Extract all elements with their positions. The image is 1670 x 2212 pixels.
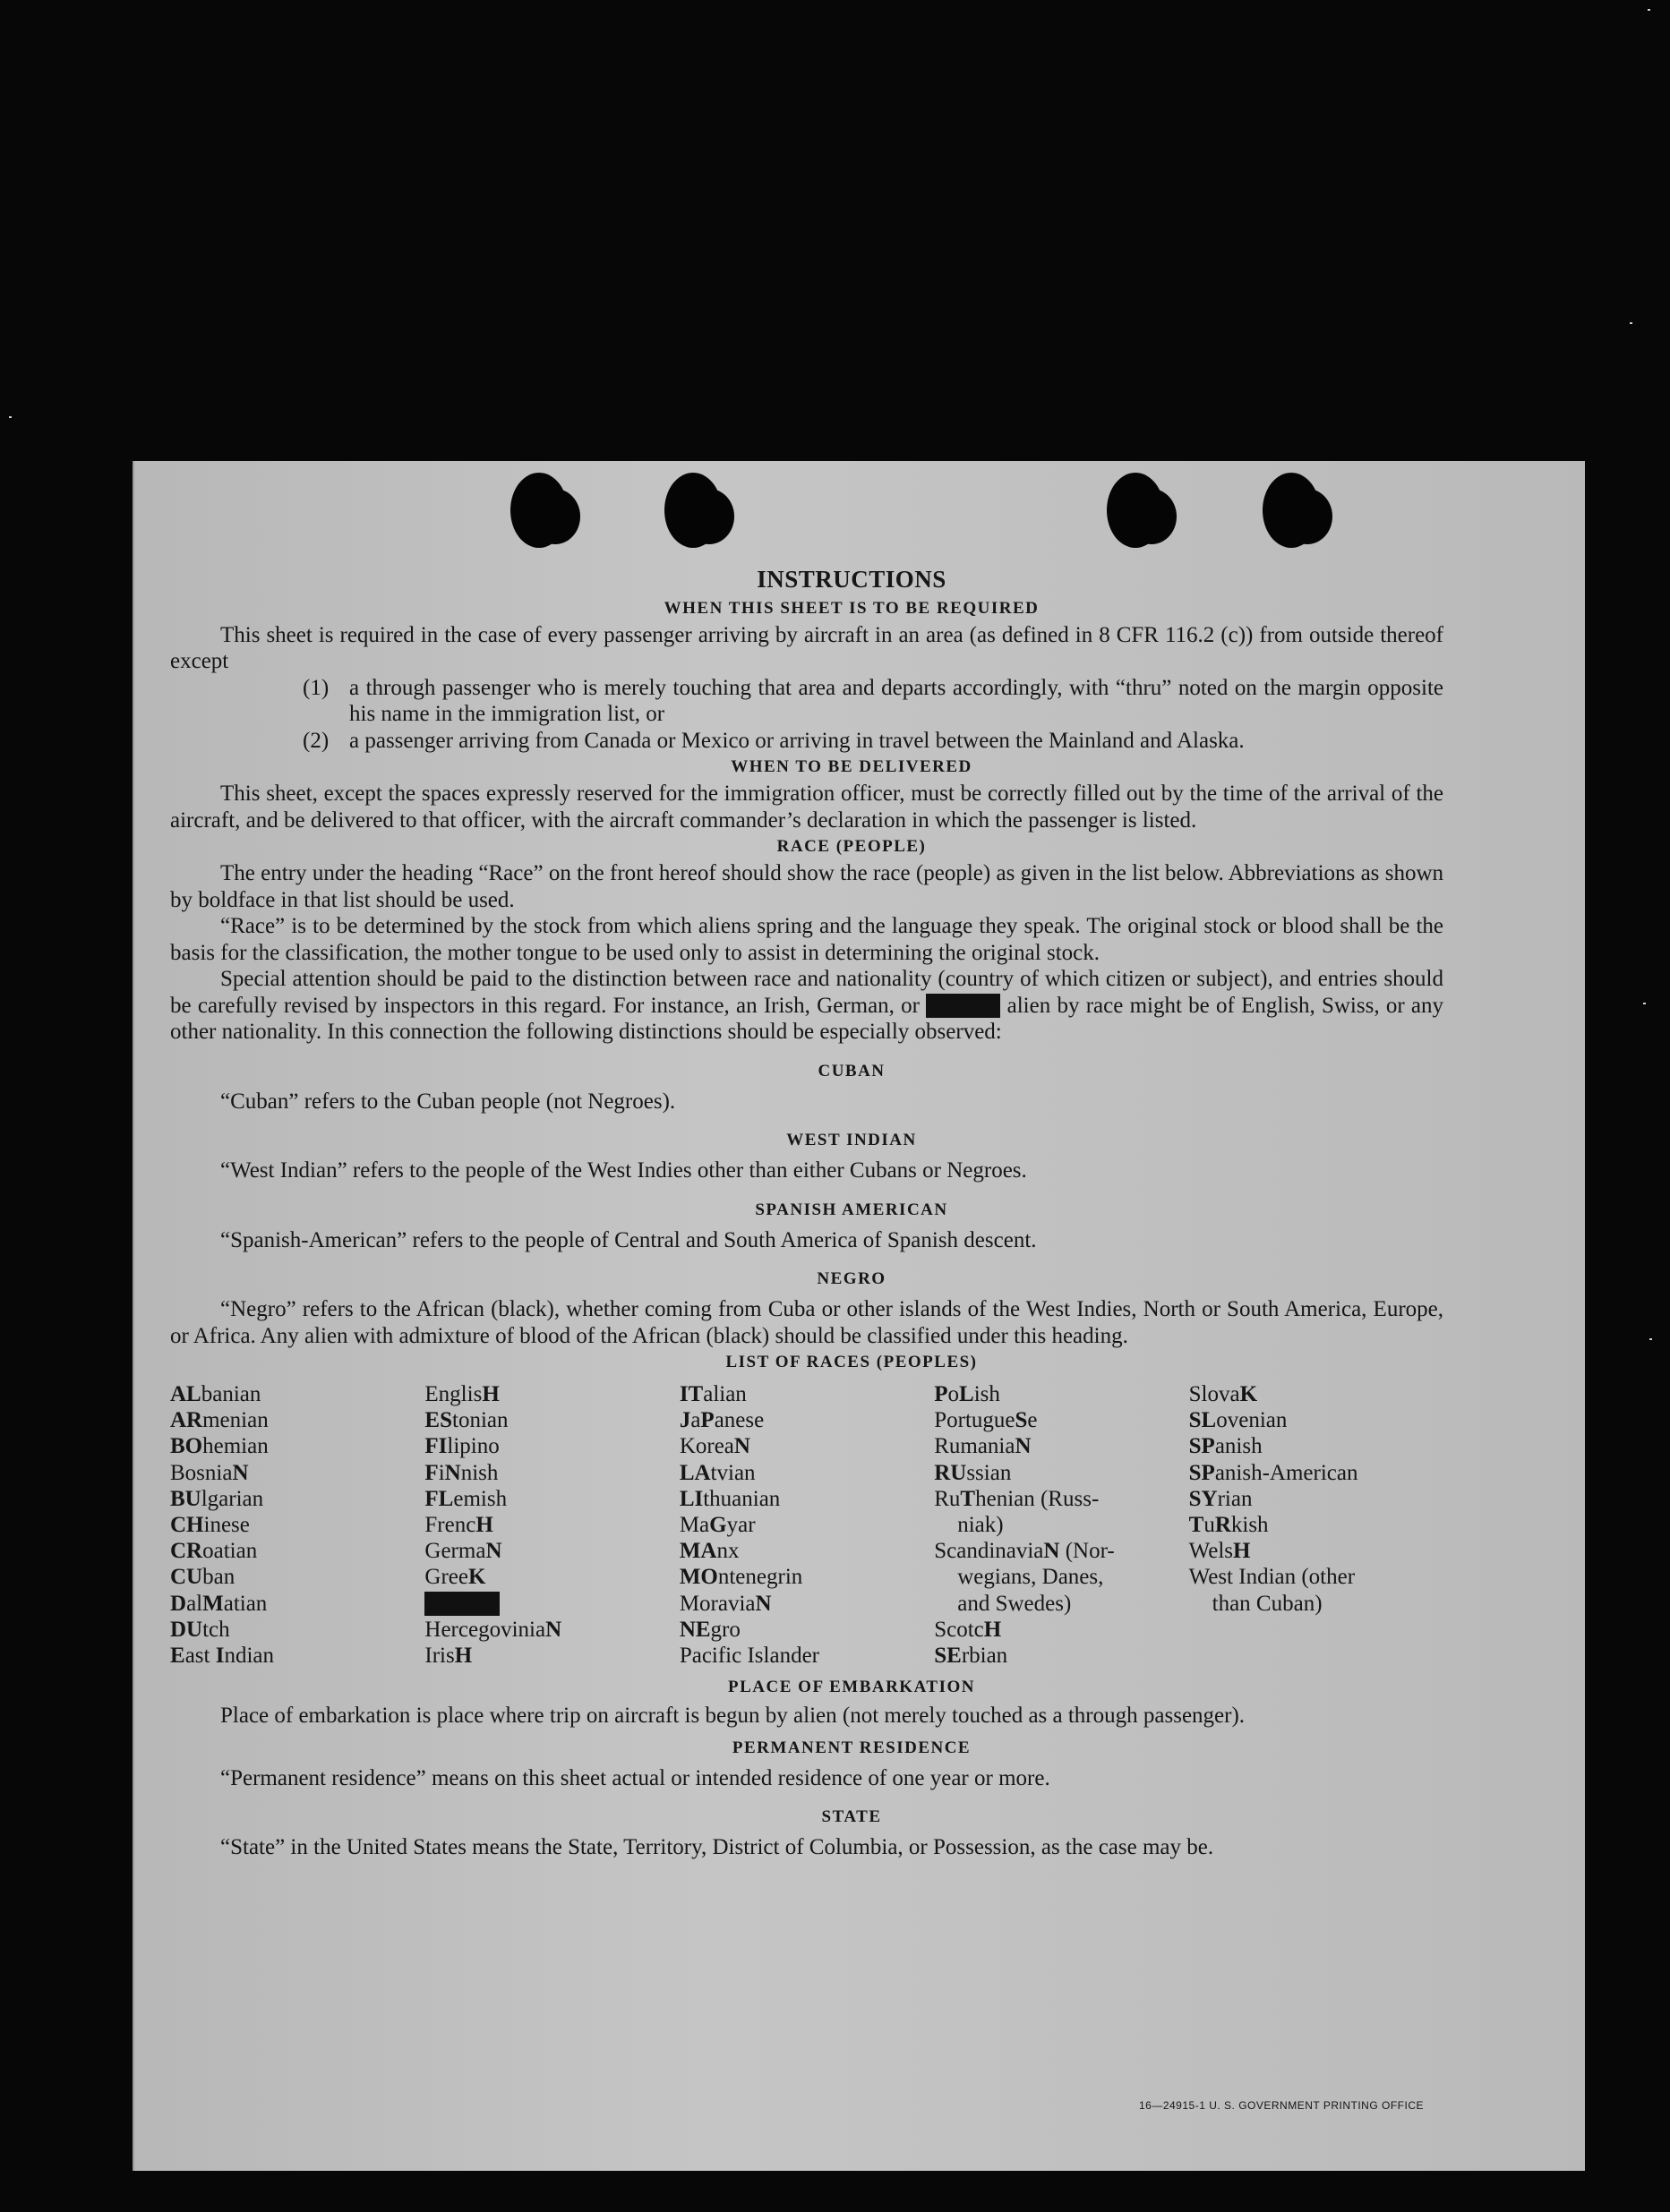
- race-entry: EStonian: [424, 1408, 509, 1433]
- spanish-american-text: “Spanish-American” refers to the people of Central and South America of Spanish descent.: [220, 1227, 1037, 1252]
- race-entry: RuThenian (Russ-: [934, 1486, 1100, 1511]
- print-code: 16—24915-1 U. S. GOVERNMENT PRINTING OFFICE: [1138, 2099, 1424, 2112]
- speck: [1630, 322, 1632, 324]
- speck: [1643, 1003, 1646, 1004]
- race-paragraph-3: Special attention should be paid to the distinction between race and nationality (country of which citizen or subject), and entries should be carefully revised by inspectors in this regard. For instance, an Irish, German, or Hebrew alien by race might be of English, Swiss, or any other nationality. In this connection the following distinctions should be especially observed:: [170, 967, 1443, 1044]
- race-entry: East Indian: [170, 1644, 274, 1669]
- race-entry: EnglisH: [424, 1382, 500, 1406]
- race-paragraph-1: The entry under the heading “Race” on the front hereof should show the race (people) as given in the list below. Abbreviations as shown by boldface in that list should be used.: [170, 861, 1443, 912]
- punch-hole: [510, 473, 568, 548]
- race-entry: RumaniaN: [934, 1434, 1032, 1459]
- delivered-text: This sheet, except the spaces expressly reserved for the immigration officer, must be correctly filled out by the time of the arrival of the aircraft, and be delivered to that officer, with the aircraft commander’s declaration in which the passenger is listed.: [170, 781, 1443, 833]
- heading-residence: PERMANENT RESIDENCE: [732, 1738, 972, 1757]
- race-entry: RUssian: [934, 1460, 1012, 1485]
- race-entry: GreeK: [424, 1565, 486, 1590]
- heading-race: RACE (PEOPLE): [776, 837, 927, 856]
- race-entry: PoLish: [934, 1382, 1000, 1406]
- races-column: [680, 1381, 934, 1669]
- race-entry: and Swedes): [957, 1591, 1072, 1616]
- races-column: [424, 1381, 679, 1669]
- page-content: [170, 567, 1443, 1861]
- cuban-text: “Cuban” refers to the Cuban people (not Negroes).: [220, 1089, 676, 1114]
- race-entry: CUban: [170, 1565, 236, 1590]
- race-entry: ScotcH: [934, 1617, 1002, 1642]
- race-entry: Pacific Islander: [679, 1644, 819, 1669]
- race-paragraph-2: “Race” is to be determined by the stock from which aliens spring and the language they speak. The original stock or blood shall be the basis for the classification, the mother tongue to be used only to assist in determining the original stock.: [170, 914, 1443, 965]
- race-entry: KoreaN: [679, 1434, 750, 1459]
- race-entry: GermaN: [424, 1539, 502, 1564]
- race-entry: LAtvian: [679, 1460, 756, 1485]
- residence-text: “Permanent residence” means on this sheet actual or intended residence of one year or more.: [220, 1765, 1050, 1790]
- redacted-word: Hebrew: [928, 993, 999, 1018]
- race-entry: than Cuban): [1212, 1591, 1323, 1616]
- race-entry: FiNnish: [424, 1460, 499, 1485]
- speck: [1648, 9, 1650, 11]
- race-entry: FLemish: [424, 1486, 508, 1511]
- race-entry: BUlgarian: [170, 1486, 264, 1511]
- race-entry: HercegoviniaN: [424, 1617, 562, 1642]
- race-entry: MOntenegrin: [679, 1565, 803, 1590]
- race-entry: IrisH: [424, 1644, 473, 1669]
- embarkation-text: Place of embarkation is place where trip on aircraft is begun by alien (not merely touched as a through passenger).: [220, 1704, 1246, 1729]
- races-column: [934, 1381, 1188, 1669]
- races-column: [1189, 1381, 1443, 1669]
- redacted-word: Hebrew: [426, 1591, 498, 1616]
- race-entry: TuRkish: [1188, 1513, 1269, 1538]
- race-entry: WelsH: [1188, 1539, 1251, 1564]
- race-entry: DUtch: [170, 1617, 230, 1642]
- punch-hole: [1107, 473, 1164, 548]
- race-entry: ITalian: [679, 1382, 747, 1406]
- race-entry: CRoatian: [170, 1539, 258, 1564]
- heading-state: STATE: [821, 1807, 882, 1827]
- race-entry: ScandinaviaN (Nor-: [934, 1539, 1115, 1564]
- race-entry: MAnx: [679, 1539, 740, 1564]
- heading-cuban: CUBAN: [818, 1061, 886, 1080]
- heading-list-of-races: LIST OF RACES (PEOPLES): [725, 1353, 978, 1371]
- race-entry: SPanish: [1188, 1434, 1263, 1459]
- document-page: [133, 461, 1585, 2171]
- west-indian-text: “West Indian” refers to the people of the West Indies other than either Cubans or Negroes.: [220, 1158, 1027, 1183]
- races-column: [170, 1381, 424, 1669]
- state-text: “State” in the United States means the State, Territory, District of Columbia, or Possession, as the case may be.: [220, 1835, 1214, 1860]
- race-entry: wegians, Danes,: [957, 1565, 1104, 1590]
- heading-embarkation: PLACE OF EMBARKATION: [728, 1678, 975, 1697]
- race-entry: JaPanese: [679, 1408, 765, 1433]
- race-entry: ALbanian: [170, 1382, 261, 1406]
- speck: [9, 416, 12, 418]
- race-entry: SlovaK: [1188, 1382, 1258, 1406]
- race-entry: PortugueSe: [934, 1408, 1038, 1433]
- heading-delivered: WHEN TO BE DELIVERED: [731, 757, 972, 776]
- races-list: [170, 1381, 1443, 1669]
- punch-hole: [664, 473, 722, 548]
- race-entry: CHinese: [170, 1513, 250, 1538]
- race-entry: ARmenian: [170, 1408, 269, 1433]
- heading-negro: NEGRO: [817, 1269, 886, 1288]
- race-entry: SLovenian: [1188, 1408, 1288, 1433]
- required-item-1: (1) a through passenger who is merely touching that area and departs accordingly, with “thru” noted on the margin opposite his name in the immigration list, or: [303, 675, 1443, 726]
- punch-hole: [1263, 473, 1320, 548]
- required-item-2: (2) a passenger arriving from Canada or Mexico or arriving in travel between the Mainland and Alaska.: [303, 728, 1245, 753]
- race-entry: MaGyar: [679, 1513, 756, 1538]
- race-entry: SErbian: [934, 1644, 1008, 1669]
- speck: [1649, 1338, 1652, 1340]
- race-entry: FrencH: [424, 1513, 493, 1538]
- heading-spanish-american: SPANISH AMERICAN: [755, 1200, 948, 1219]
- page-title: INSTRUCTIONS: [757, 566, 946, 593]
- required-intro: This sheet is required in the case of every passenger arriving by aircraft in an area (as defined in 8 CFR 116.2 (c)) from outside thereof except: [170, 622, 1443, 673]
- race-entry: niak): [957, 1513, 1004, 1538]
- race-entry: SYrian: [1188, 1486, 1253, 1511]
- race-entry: BosniaN: [170, 1460, 249, 1485]
- race-entry: FIlipino: [424, 1434, 500, 1459]
- race-entry: [424, 1591, 679, 1617]
- race-entry: LIthuanian: [679, 1486, 781, 1511]
- race-entry: BOhemian: [170, 1434, 269, 1459]
- race-entry: West Indian (other: [1188, 1565, 1356, 1590]
- race-entry: MoraviaN: [679, 1591, 772, 1616]
- heading-required: WHEN THIS SHEET IS TO BE REQUIRED: [664, 598, 1040, 618]
- heading-west-indian: WEST INDIAN: [786, 1131, 917, 1149]
- race-entry: NEgro: [679, 1617, 741, 1642]
- race-entry: SPanish-American: [1188, 1460, 1358, 1485]
- negro-text: “Negro” refers to the African (black), whether coming from Cuba or other islands of the West Indies, North or South America, Europe, or Africa. Any alien with admixture of blood of the African (black) should be classified under this heading.: [170, 1297, 1443, 1348]
- race-entry: DalMatian: [170, 1591, 268, 1616]
